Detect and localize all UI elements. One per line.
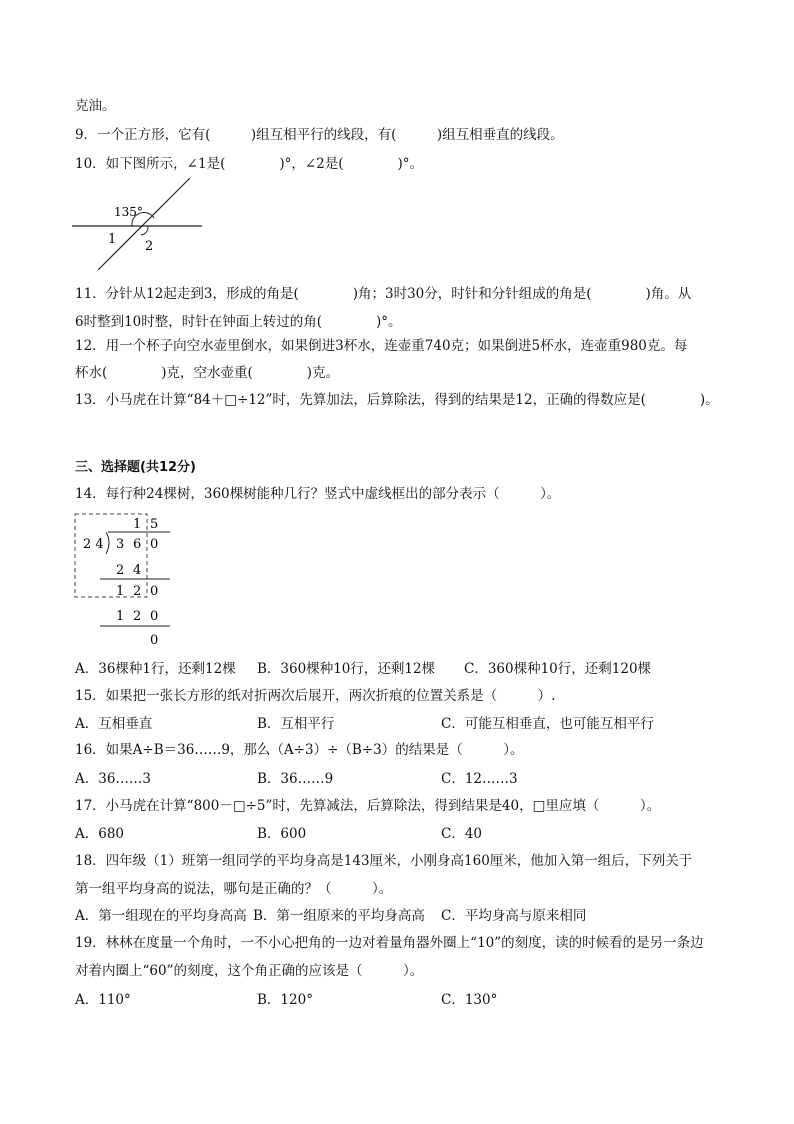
question-18-line-1: 18．四年级（1）班第一组同学的平均身高是143厘米，小刚身高160厘米，他加入第一组后，下列关于: [75, 853, 693, 869]
q16-option-a[interactable]: A．36……3: [75, 771, 152, 787]
dividend-digit-1: 3: [116, 537, 125, 552]
subtrahend-2-digit-3: 0: [150, 609, 159, 624]
final-remainder: 0: [150, 633, 159, 648]
q16-option-c[interactable]: C．12……3: [441, 771, 518, 787]
q19-option-a[interactable]: A．110°: [75, 992, 131, 1008]
q17-option-c[interactable]: C．40: [441, 826, 483, 842]
q16-option-b[interactable]: B．36……9: [257, 771, 334, 787]
section-3-heading: 三、选择题(共12分): [75, 460, 196, 475]
angle-135-label: 135°: [114, 205, 143, 219]
q14-option-a[interactable]: A．36棵种1行，还剩12棵: [75, 661, 236, 677]
quotient-digit-1: 1: [133, 517, 142, 532]
question-13: 13．小马虎在计算“84＋□÷12”时，先算加法，后算除法，得到的结果是12，正确的得数应是( )。: [75, 392, 719, 408]
angle-figure: [70, 172, 210, 272]
subtrahend-2-digit-2: 2: [133, 609, 142, 624]
divisor: 2 4: [83, 537, 104, 552]
question-12-line-2: 杯水( )克，空水壶重( )克。: [75, 365, 340, 381]
question-9: 9．一个正方形，它有( )组互相平行的线段，有( )组互相垂直的线段。: [75, 127, 564, 143]
subtrahend-1-digit-2: 4: [133, 563, 142, 578]
question-19-line-1: 19．林林在度量一个角时，一不小心把角的一边对着量角器外圈上“10”的刻度，读的时候看的是另一条边: [75, 935, 704, 951]
angle-arc-lower: [141, 226, 148, 235]
q19-option-c[interactable]: C．130°: [441, 992, 498, 1008]
long-division-figure: [70, 508, 180, 650]
angle-1-label: 1: [108, 232, 117, 247]
question-18-line-2: 第一组平均身高的说法，哪句是正确的？（ ）。: [75, 881, 393, 897]
dividend-digit-2: 6: [133, 537, 142, 552]
remainder-1-digit-2: 2: [133, 584, 142, 599]
q19-option-b[interactable]: B．120°: [257, 992, 313, 1008]
subtrahend-1-digit-1: 2: [116, 563, 125, 578]
quotient-digit-2: 5: [150, 517, 159, 532]
remainder-1-digit-1: 1: [116, 584, 125, 599]
q8-tail: 克油。: [75, 98, 116, 114]
question-11-line-2: 6时整到10时整，时针在钟面上转过的角( )°。: [75, 314, 402, 330]
question-16: 16．如果A÷B＝36……9，那么（A÷3）÷（B÷3）的结果是（ ）。: [75, 742, 524, 758]
question-11-line-1: 11．分针从12起走到3，形成的角是( )角；3时30分，时针和分针组成的角是( )角。从: [75, 286, 692, 302]
dividend-digit-3: 0: [150, 537, 159, 552]
q17-option-a[interactable]: A．680: [75, 826, 125, 842]
q17-option-b[interactable]: B．600: [257, 826, 307, 842]
q14-option-b[interactable]: B．360棵种10行，还剩12棵: [257, 661, 436, 677]
q14-option-c[interactable]: C．360棵种10行，还剩120棵: [464, 661, 652, 677]
q15-option-b[interactable]: B．互相平行: [257, 716, 335, 732]
division-bracket: [106, 532, 109, 554]
q18-option-b[interactable]: B．第一组原来的平均身高高: [253, 908, 425, 924]
subtrahend-2-digit-1: 1: [116, 609, 125, 624]
q15-option-a[interactable]: A．互相垂直: [75, 716, 153, 732]
q18-option-c[interactable]: C．平均身高与原来相同: [441, 908, 587, 924]
q18-option-a[interactable]: A．第一组现在的平均身高高: [75, 908, 247, 924]
slanted-line: [98, 178, 190, 270]
question-10: 10．如下图所示，∠1是( )°，∠2是( )°。: [75, 156, 424, 172]
question-15: 15．如果把一张长方形的纸对折两次后展开，两次折痕的位置关系是（ ）.: [75, 688, 556, 704]
remainder-1-digit-3: 0: [150, 584, 159, 599]
question-17: 17．小马虎在计算“800－□÷5”时，先算减法，后算除法，得到结果是40，□里应填（ ）。: [75, 798, 661, 814]
angle-2-label: 2: [145, 239, 154, 254]
question-19-line-2: 对着内圈上“60”的刻度，这个角正确的应该是（ ）。: [75, 963, 424, 979]
question-14: 14．每行种24棵树，360棵树能种几行？竖式中虚线框出的部分表示（ ）。: [75, 486, 561, 502]
q15-option-c[interactable]: C．可能互相垂直，也可能互相平行: [441, 716, 654, 732]
question-12-line-1: 12．用一个杯子向空水壶里倒水，如果倒进3杯水，连壶重740克；如果倒进5杯水，连壶重980克。每: [75, 338, 688, 354]
